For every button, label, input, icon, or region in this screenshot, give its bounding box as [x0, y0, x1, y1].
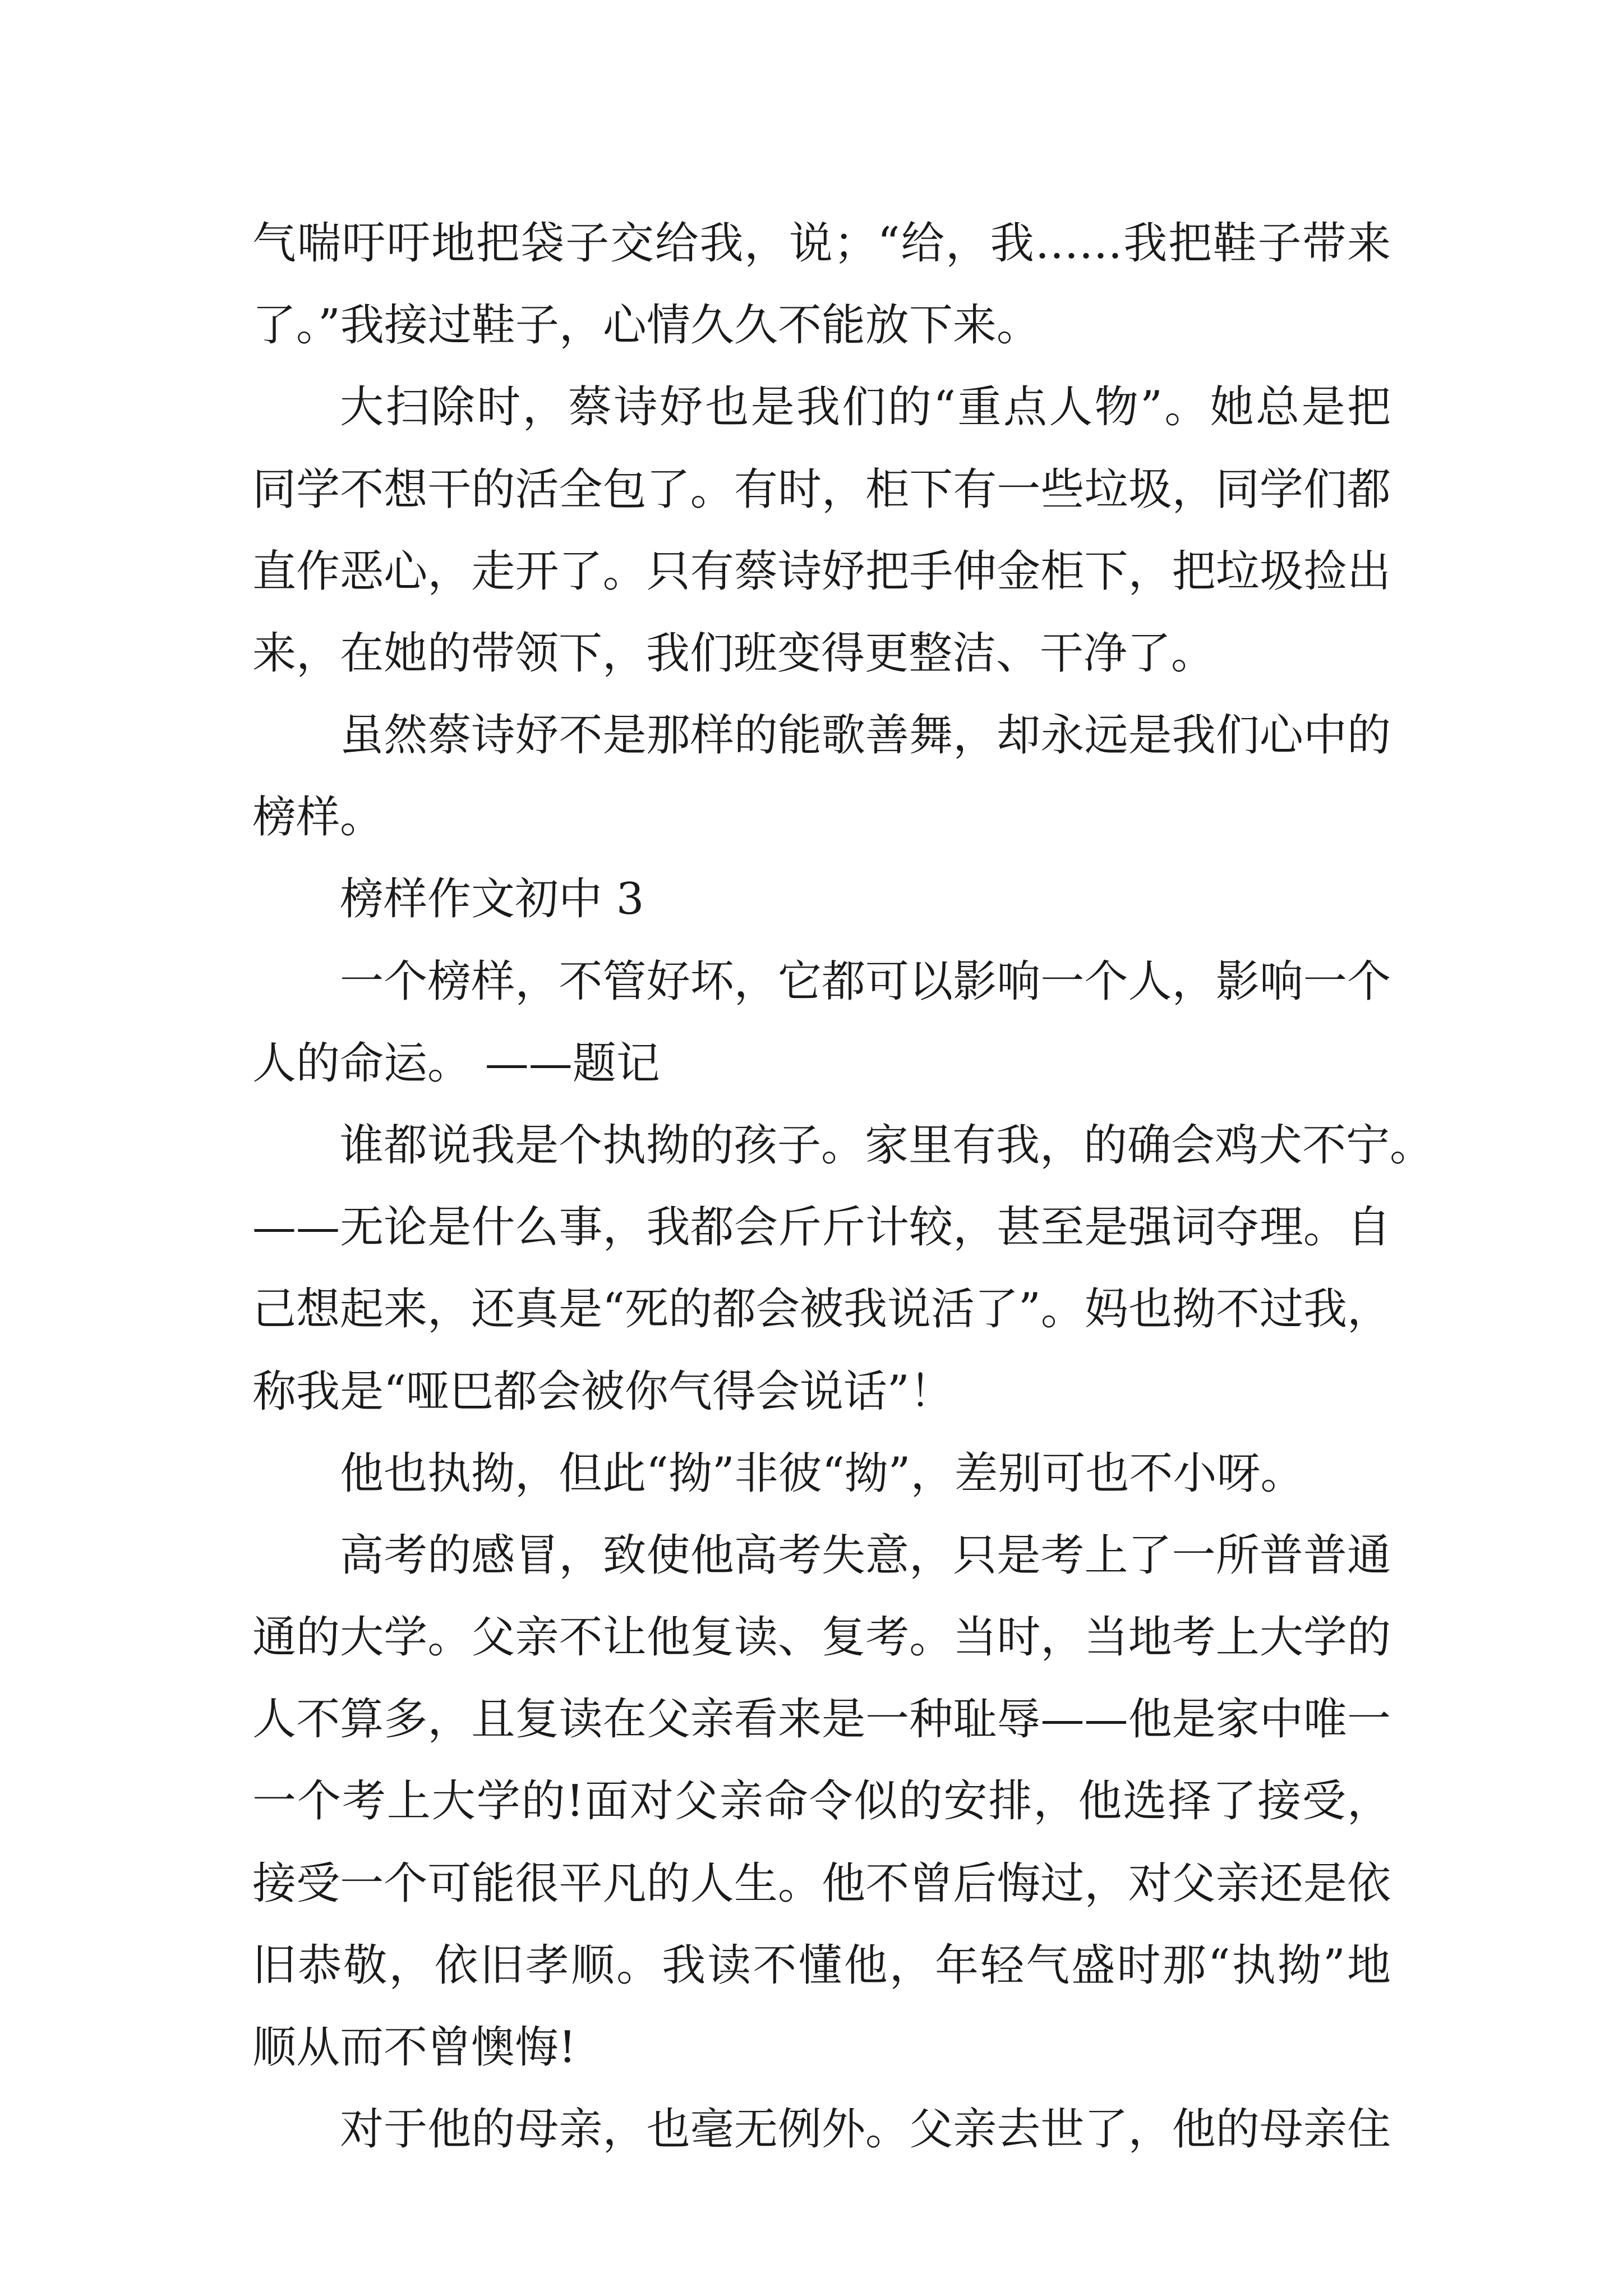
text-line: 他也执拗，但此“拗”非彼“拗”，差别可也不小呀。 [340, 1448, 1304, 1499]
text-line: 气喘吁吁地把袋子交给我，说；“给，我……我把鞋子带来 [252, 218, 1391, 269]
text-line: 人不算多，且复读在父亲看来是一种耻辱——他是家中唯一 [252, 1694, 1391, 1745]
text-line: 一个榜样，不管好坏，它都可以影响一个人，影响一个 [340, 956, 1391, 1007]
text-line: 对于他的母亲，也毫无例外。父亲去世了，他的母亲住 [340, 2104, 1391, 2155]
text-line: 大扫除时，蔡诗妤也是我们的“重点人物”。她总是把 [340, 382, 1391, 432]
text-line: 人的命运。 ——题记 [252, 1038, 660, 1089]
text-line: 通的大学。父亲不让他复读、复考。当时，当地考上大学的 [252, 1612, 1391, 1663]
text-line: 己想起来，还真是“死的都会被我说活了”。妈也拗不过我， [252, 1284, 1391, 1335]
text-line: 直作恶心，走开了。只有蔡诗妤把手伸金柜下，把垃圾捡出 [252, 546, 1391, 597]
text-line: 了。”我接过鞋子，心情久久不能放下来。 [252, 300, 1040, 351]
text-line: 高考的感冒，致使他高考失意，只是考上了一所普普通 [340, 1530, 1391, 1581]
text-line: 顺从而不曾懊悔! [252, 2022, 577, 2073]
text-line: 来，在她的带领下，我们班变得更整洁、干净了。 [252, 628, 1215, 679]
text-line: 同学不想干的活全包了。有时，柜下有一些垃圾，同学们都 [252, 464, 1391, 515]
text-line: 称我是“哑巴都会被你气得会说话”！ [252, 1366, 953, 1417]
text-line: 一个考上大学的!面对父亲命令似的安排，他选择了接受， [252, 1776, 1391, 1826]
text-line: 谁都说我是个执拗的孩子。家里有我，的确会鸡犬不宁。 [340, 1120, 1434, 1171]
text-line: 旧恭敬，依旧孝顺。我读不懂他，年轻气盛时那“执拗”地 [252, 1940, 1391, 1991]
text-line: 接受一个可能很平凡的人生。他不曾后悔过，对父亲还是依 [252, 1858, 1391, 1909]
section-heading: 榜样作文初中 3 [340, 874, 644, 924]
text-line: 榜样。 [252, 792, 384, 843]
text-line: 虽然蔡诗妤不是那样的能歌善舞，却永远是我们心中的 [340, 710, 1391, 761]
text-line: ——无论是什么事，我都会斤斤计较，甚至是强词夺理。自 [252, 1202, 1391, 1253]
